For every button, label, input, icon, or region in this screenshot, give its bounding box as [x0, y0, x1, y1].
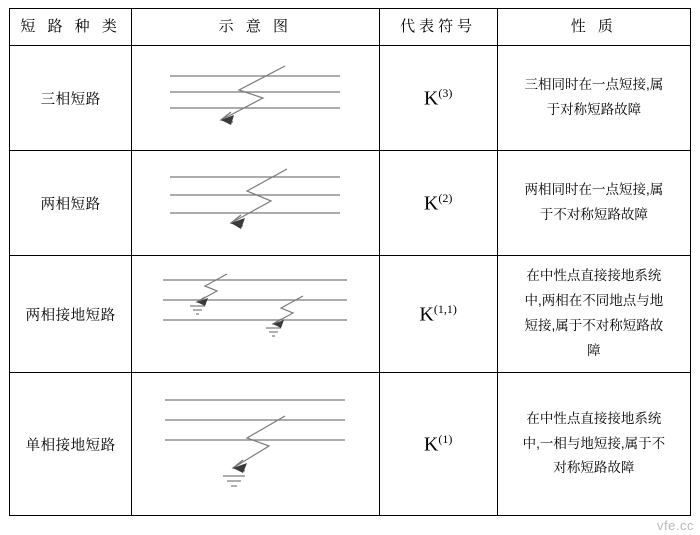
symbol-base-three-phase: K — [423, 87, 439, 110]
symbol-cell-two-phase — [379, 151, 497, 256]
symbol-base-single-phase-ground: K — [423, 433, 439, 456]
header-cell-type — [10, 9, 132, 46]
diagram-two-phase-ground-short-circuit — [132, 256, 379, 373]
diagram-two-phase-short-circuit — [132, 151, 379, 256]
desc-line: 对称短路故障 — [553, 460, 635, 476]
table-row — [10, 151, 691, 256]
desc-line: 两相同时在一点短接,属 — [524, 182, 664, 198]
description-two-phase-ground — [497, 256, 690, 373]
desc-line: 中,一相与地短接,属于不 — [522, 435, 666, 451]
header-label-nature: 性 质 — [570, 18, 617, 35]
header-label-type: 短 路 种 类 — [20, 18, 121, 35]
two-phase-ground-short-circuit-icon — [135, 258, 375, 370]
table-row — [10, 256, 691, 373]
row-label-two-phase: 两相短路 — [10, 151, 132, 256]
row-label-single-phase-ground: 单相接地短路 — [10, 373, 132, 516]
fault-types-table-container — [9, 8, 691, 516]
row-label-three-phase: 三相短路 — [10, 46, 132, 151]
symbol-sup-single-phase-ground: (1) — [438, 431, 453, 446]
three-phase-short-circuit-icon — [135, 48, 375, 148]
desc-line: 短接,属于不对称短路故 — [524, 318, 664, 333]
diagram-single-phase-ground-short-circuit — [132, 373, 379, 516]
desc-line: 在中性点直接接地系统 — [526, 268, 662, 284]
symbol-cell-single-phase-ground — [379, 373, 497, 516]
symbol-sup-two-phase-ground: (1,1) — [433, 301, 457, 316]
symbol-sup-three-phase: (3) — [438, 85, 453, 100]
symbol-base-two-phase: K — [423, 192, 439, 215]
symbol-sup-two-phase: (2) — [438, 190, 453, 205]
header-cell-diagram — [132, 9, 379, 46]
header-label-diagram: 示 意 图 — [218, 18, 293, 35]
header-cell-nature — [497, 9, 690, 46]
row-label-two-phase-ground: 两相接地短路 — [10, 256, 132, 373]
desc-line: 障 — [587, 342, 601, 358]
header-cell-symbol — [379, 9, 497, 46]
table-header — [10, 9, 691, 46]
two-phase-short-circuit-icon — [135, 153, 375, 253]
table-body — [10, 46, 691, 516]
header-label-symbol: 代表符号 — [400, 18, 477, 35]
header-row — [10, 9, 691, 46]
desc-line: 三相同时在一点短接,属 — [524, 77, 664, 93]
fault-types-table — [9, 8, 691, 516]
watermark: vfe.cc — [657, 518, 694, 533]
symbol-cell-two-phase-ground — [379, 256, 497, 373]
desc-line: 于不对称短路故障 — [539, 207, 648, 222]
desc-line: 于对称短路故障 — [546, 102, 642, 117]
symbol-cell-three-phase — [379, 46, 497, 151]
single-phase-ground-short-circuit-icon — [135, 376, 375, 512]
desc-line: 在中性点直接接地系统 — [526, 410, 662, 426]
description-single-phase-ground — [497, 373, 690, 516]
diagram-three-phase-short-circuit — [132, 46, 379, 151]
symbol-base-two-phase-ground: K — [419, 303, 434, 326]
table-row — [10, 373, 691, 516]
description-two-phase — [497, 151, 690, 256]
table-row — [10, 46, 691, 151]
description-three-phase — [497, 46, 690, 151]
desc-line: 中,两相在不同地点与地 — [524, 293, 664, 309]
